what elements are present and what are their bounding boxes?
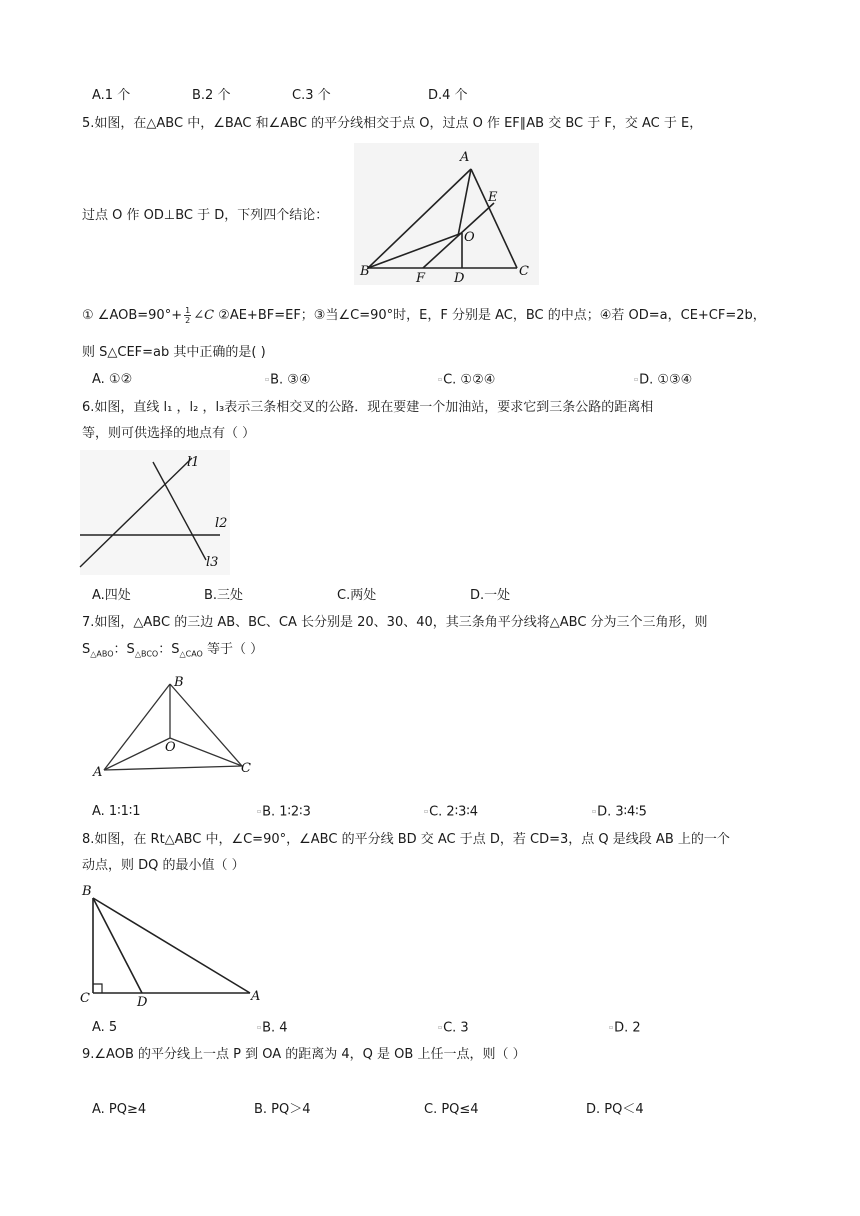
q7-option-b: ▫B. 1∶2∶3 bbox=[257, 804, 311, 820]
q7-label-a: A bbox=[93, 765, 103, 780]
q5-label-o: O bbox=[464, 230, 475, 245]
q5-triangle-figure bbox=[354, 143, 539, 285]
q4-option-c: C.3 个 bbox=[292, 88, 331, 103]
q5-conclusion-1: ① ∠AOB=90°+ bbox=[82, 308, 183, 323]
q7-option-c: ▫C. 2∶3∶4 bbox=[424, 804, 478, 820]
q5-option-b: ▫B. ③④ bbox=[265, 372, 311, 388]
q5-label-d: D bbox=[454, 271, 465, 286]
q5-stem-line-1: 5.如图，在△ABC 中，∠BAC 和∠ABC 的平分线相交于点 O，过点 O 作 EF∥AB 交 BC 于 F，交 AC 于 E， bbox=[82, 116, 703, 131]
q4-option-b: B.2 个 bbox=[192, 88, 231, 103]
q6-lines-figure bbox=[80, 450, 230, 575]
q9-stem-line-1: 9.∠AOB 的平分线上一点 P 到 OA 的距离为 4，Q 是 OB 上任一点，则（ ） bbox=[82, 1047, 526, 1062]
q5-label-f: F bbox=[416, 271, 426, 286]
q8-stem-line-2: 动点，则 DQ 的最小值（ ） bbox=[82, 858, 245, 873]
q7-stem-line-2: $S_{\triangle ABO}$：$S_{\triangle BCO}$：$S_{\triangle CAO}$ 等于（ ） bbox=[82, 642, 264, 659]
q6-option-b: B.三处 bbox=[204, 588, 244, 603]
q8-option-c: ▫C. 3 bbox=[438, 1020, 469, 1036]
q5-label-e: E bbox=[488, 190, 498, 205]
q8-label-d: D bbox=[137, 995, 148, 1010]
q5-option-a: A. ①② bbox=[92, 372, 133, 387]
q9-option-b: B. PQ＞4 bbox=[254, 1102, 311, 1117]
q8-right-triangle-figure bbox=[78, 880, 268, 1012]
q6-stem-line-1: 6.如图，直线 l₁ ，l₂ ，l₃表示三条相交叉的公路．现在要建一个加油站，要求它到三条公路的距离相 bbox=[82, 400, 654, 415]
q7-label-b: B bbox=[174, 675, 184, 690]
q9-option-d: D. PQ＜4 bbox=[586, 1102, 644, 1117]
q5-label-c: C bbox=[519, 264, 529, 279]
q6-label-l3: l3 bbox=[206, 555, 219, 570]
q8-option-b: ▫B. 4 bbox=[257, 1020, 288, 1036]
q7-option-a: A. 1∶1∶1 bbox=[92, 804, 141, 819]
q5-option-c: ▫C. ①②④ bbox=[438, 372, 496, 388]
q7-triangle-figure bbox=[90, 672, 260, 782]
q9-option-a: A. PQ≥4 bbox=[92, 1102, 147, 1117]
q7-label-o: O bbox=[165, 740, 176, 755]
q5-label-a: A bbox=[460, 150, 470, 165]
q6-option-c: C.两处 bbox=[337, 588, 377, 603]
q6-label-l2: l2 bbox=[215, 516, 228, 531]
q8-option-d: ▫D. 2 bbox=[609, 1020, 641, 1036]
q7-option-d: ▫D. 3∶4∶5 bbox=[592, 804, 647, 820]
q7-label-c: C bbox=[241, 761, 251, 776]
q6-option-a: A.四处 bbox=[92, 588, 131, 603]
q8-label-c: C bbox=[80, 991, 90, 1006]
q6-label-l1: l1 bbox=[187, 455, 200, 470]
q5-question-line: 则 S△CEF=ab 其中正确的是( ) bbox=[82, 345, 266, 360]
q8-label-b: B bbox=[82, 884, 92, 899]
q5-fraction: $\frac{1}{2}$ bbox=[185, 306, 191, 325]
q7-stem-line-1: 7.如图，△ABC 的三边 AB、BC、CA 长分别是 20、30、40，其三条角平分线将△ABC 分为三个三角形，则 bbox=[82, 615, 708, 630]
q5-option-d: ▫D. ①③④ bbox=[634, 372, 693, 388]
q6-stem-line-2: 等，则可供选择的地点有（ ） bbox=[82, 426, 256, 441]
q4-option-d: D.4 个 bbox=[428, 88, 468, 103]
q5-angle-c: ∠C bbox=[193, 308, 215, 323]
q5-conclusions-line bbox=[82, 306, 766, 326]
q8-option-a: A. 5 bbox=[92, 1020, 118, 1035]
q5-label-b: B bbox=[360, 264, 370, 279]
q4-option-a: A.1 个 bbox=[92, 88, 131, 103]
q5-stem-line-2: 过点 O 作 OD⊥BC 于 D，下列四个结论： bbox=[82, 208, 329, 223]
q5-conclusions-rest: ②AE+BF=EF；③当∠C=90°时，E，F 分别是 AC，BC 的中点；④若 OD=a，CE+CF=2b， bbox=[218, 308, 766, 323]
q9-option-c: C. PQ≤4 bbox=[424, 1102, 479, 1117]
q8-label-a: A bbox=[251, 989, 261, 1004]
q8-stem-line-1: 8.如图，在 Rt△ABC 中，∠C=90°，∠ABC 的平分线 BD 交 AC 于点 D，若 CD=3，点 Q 是线段 AB 上的一个 bbox=[82, 832, 730, 847]
q6-option-d: D.一处 bbox=[470, 588, 511, 603]
